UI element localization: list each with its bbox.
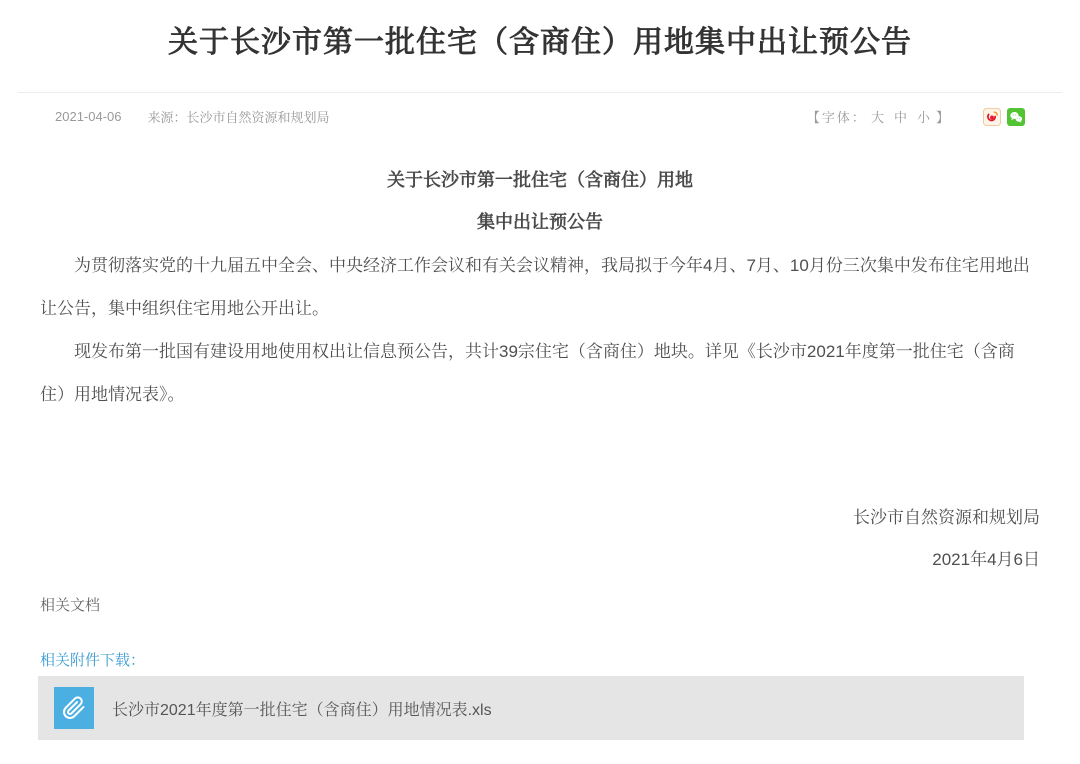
attachment-row[interactable]: [38, 676, 1024, 740]
signature-date: 2021年4月6日: [932, 550, 1040, 569]
title-divider: [18, 92, 1062, 93]
meta-left: [55, 107, 330, 126]
weibo-share-icon[interactable]: [983, 108, 1001, 126]
font-size-medium-button[interactable]: 中: [893, 110, 909, 125]
font-size-small-button[interactable]: 小: [916, 110, 932, 125]
attachments-download-label: 相关附件下载：: [40, 652, 146, 669]
font-size-prefix: 【字体：: [806, 110, 867, 125]
article-paragraphs: [40, 244, 1040, 416]
paragraph-2: 现发布第一批国有建设用地使用权出让信息预公告，共计39宗住宅（含商住）地块。详见《长沙市2021年度第一批住宅（含商住）用地情况表》。: [40, 342, 1015, 404]
signature-block: [40, 506, 1040, 572]
article-heading-line1: 关于长沙市第一批住宅（含商住）用地: [387, 170, 693, 190]
paragraph-1: 为贯彻落实党的十九届五中全会、中央经济工作会议和有关会议精神，我局拟于今年4月、7月、10月份三次集中发布住宅用地出让公告，集中组织住宅用地公开出让。: [40, 256, 1030, 318]
share-icons: [977, 108, 1025, 126]
font-size-suffix: 】: [935, 110, 951, 125]
article-heading-line2: 集中出让预公告: [477, 212, 603, 232]
signature-organization: 长沙市自然资源和规划局: [853, 508, 1040, 527]
related-docs-label: 相关文档: [40, 597, 101, 614]
font-size-control: [807, 107, 951, 126]
paperclip-icon: [54, 687, 94, 729]
font-size-large-button[interactable]: 大: [870, 110, 886, 125]
publish-date: 2021-04-06: [55, 109, 122, 124]
attachment-file-link[interactable]: 长沙市2021年度第一批住宅（含商住）用地情况表.xls: [112, 701, 492, 719]
meta-right: [807, 107, 1025, 126]
page-title: 关于长沙市第一批住宅（含商住）用地集中出让预公告: [168, 26, 912, 59]
article-body: [40, 170, 1040, 572]
meta-row: [55, 107, 1025, 126]
wechat-share-icon[interactable]: [1007, 108, 1025, 126]
source-text: 来源：长沙市自然资源和规划局: [147, 110, 330, 125]
